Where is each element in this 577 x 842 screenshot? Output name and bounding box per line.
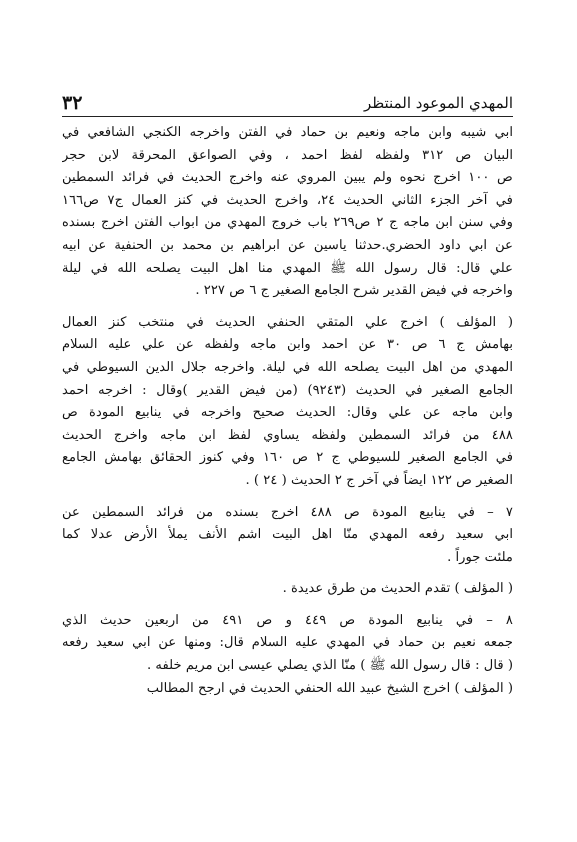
paragraph (62, 312, 513, 493)
text-line: ٤٨٨ من فرائد السمطين ولفظه يساوي لفظ ابن ماجه واخرج الحديث (62, 427, 513, 443)
text-line: جمعه نعيم بن حماد في المهدي عليه السلام قال: ومنها عن ابي سعيد رفعه (62, 635, 513, 651)
text-line: ( المؤلف ) اخرج علي المتقي الحنفي الحديث في منتخب كنز العمال (62, 314, 513, 330)
header-rule (62, 116, 513, 117)
text-line: ملئت جوراً . (447, 549, 513, 565)
text-line: ( المؤلف ) اخرج الشيخ عبيد الله الحنفي الحديث في ارجح المطالب (146, 680, 513, 696)
paragraph-gap (62, 493, 513, 502)
paragraph (62, 578, 513, 601)
text-line: ( المؤلف ) تقدم الحديث من طرق عديدة . (282, 581, 513, 597)
text-line: ٧ – في ينابيع المودة ص ٤٨٨ اخرج بسنده من فرائد السمطين عن (62, 504, 513, 520)
text-line: بهامش ج ٦ ص ٣٠ عن احمد وابن ماجه ولفظه عن علي عليه السلام (62, 337, 513, 353)
text-line: الجامع الصغير في الحديث (٩٢٤٣) (من فيض القدير )وقال : اخرجه احمد (62, 382, 513, 398)
text-line: ٨ – في ينابيع المودة ص ٤٤٩ و ص ٤٩١ من اربعين حديث الذي (62, 612, 513, 628)
text-line: في الجامع الصغير للسيوطي ج ٢ ص ١٦٠ وفي كنوز الحقائق بهامش الجامع (62, 450, 513, 466)
running-title: المهدي الموعود المنتظر (363, 94, 513, 112)
text-line: ابي شيبه وابن ماجه ونعيم بن حماد في الفتن واخرجه الكنجي الشافعي في (62, 125, 513, 140)
text-line: الصغير ص ١٢٢ ايضاً في آخر ج ٢ الحديث ( ٢٤ ) . (245, 472, 513, 488)
text-line: ابي سعيد رفعه المهدي منّا اهل البيت اشم الأنف يملأ الأرض عدلا كما (62, 527, 513, 543)
text-line: وفي سنن ابن ماجه ج ٢ ص٢٦٩ باب خروج المهدي من ابواب الفتن اخرج بسنده (62, 215, 513, 231)
text-line: المهدي من اهل البيت يصلحه الله في ليلة. واخرجه جلال الدين السيوطي في (62, 359, 513, 375)
text-line: البيان ص ٣١٢ ولفظه لفظ احمد ، وفي الصواعق المحرقة لابن حجر (62, 147, 513, 163)
text-line: علي قال: قال رسول الله ﷺ المهدي منا اهل البيت يصلحه الله في ليلة (62, 260, 513, 276)
text-line: وابن ماجه عن علي وقال: الحديث صحيح واخرجه في ينابيع المودة ص (62, 405, 513, 421)
paragraph (62, 122, 513, 303)
text-line: ص ١٠٠ اخرج نحوه ولم يبين المروي عنه واخرج الحديث في فرائد السمطين (62, 170, 513, 186)
text-line: في آخر الجزء الثاني الحديث ٢٤، واخرج الحديث في كنز العمال ج٧ ص١٦٦ (62, 192, 513, 208)
page-header (62, 93, 513, 113)
text-line: عن ابي داود الحضري.حدثنا ياسين عن ابراهيم بن محمد بن الحنفية عن ابيه (62, 237, 513, 253)
paragraph (62, 678, 513, 701)
paragraph-gap (62, 601, 513, 610)
paragraph-gap (62, 303, 513, 312)
text-line: واخرجه في فيض القدير شرح الجامع الصغير ج ٦ ص ٢٢٧ . (195, 283, 513, 299)
paragraph (62, 610, 513, 678)
page-body (62, 122, 513, 700)
text-line: ( قال : قال رسول الله ﷺ ) منّا الذي يصلي عيسى ابن مريم خلفه . (147, 658, 513, 674)
page-number: ٣٢ (62, 92, 83, 114)
paragraph (62, 502, 513, 570)
paragraph-gap (62, 569, 513, 578)
